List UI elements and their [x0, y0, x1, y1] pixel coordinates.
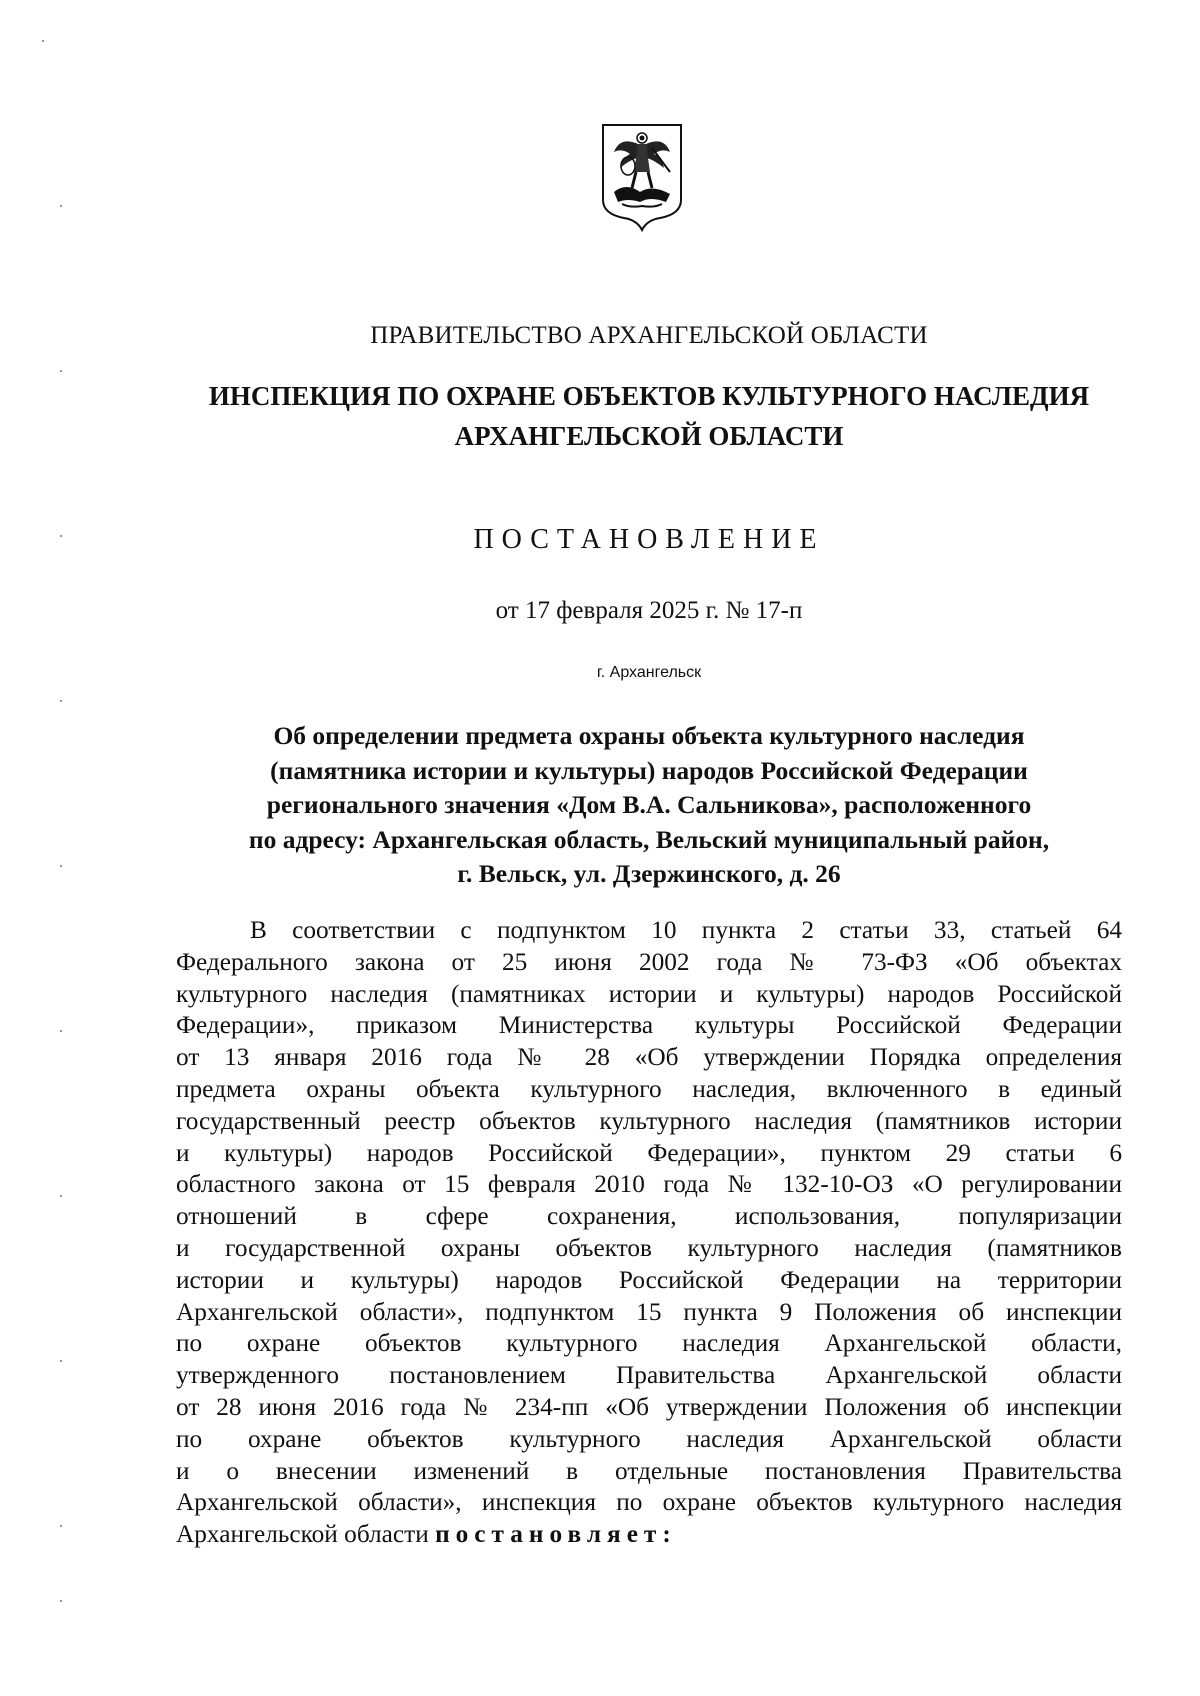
- document-body: [176, 915, 1122, 1551]
- body-line: культурного наследия (памятниках истории и культуры) народов Российской: [176, 979, 1122, 1008]
- subject-line: по адресу: Архангельская область, Вельский муниципальный район,: [248, 824, 1050, 854]
- body-line: истории и культуры) народов Российской Федерации на территории: [176, 1265, 1122, 1294]
- government-title: ПРАВИТЕЛЬСТВО АРХАНГЕЛЬСКОЙ ОБЛАСТИ: [370, 322, 928, 349]
- body-line: предмета охраны объекта культурного наследия, включенного в единый: [176, 1074, 1122, 1103]
- subject-line: г. Вельск, ул. Дзержинского, д. 26: [457, 859, 841, 888]
- body-line: от 28 июня 2016 года № 234-пп «Об утверждении Положения об инспекции: [176, 1392, 1122, 1421]
- document-type: ПОСТАНОВЛЕНИЕ: [473, 524, 825, 555]
- body-line: Архангельской области», инспекция по охране объектов культурного наследия: [176, 1488, 1122, 1517]
- body-line: и о внесении изменений в отдельные постановления Правительства: [176, 1456, 1122, 1485]
- body-line-final: [176, 1519, 1122, 1551]
- body-line: отношений в сфере сохранения, использования, популяризации: [176, 1202, 1122, 1231]
- subject-line: (памятника истории и культуры) народов Российской Федерации: [270, 755, 1028, 785]
- organization-title-line1: ИНСПЕКЦИЯ ПО ОХРАНЕ ОБЪЕКТОВ КУЛЬТУРНОГО НАСЛЕДИЯ: [208, 381, 1090, 411]
- body-line: по охране объектов культурного наследия Архангельской области: [176, 1424, 1122, 1453]
- body-final-prefix: Архангельской области: [176, 1520, 436, 1549]
- decision-keyword: постановляет:: [435, 1520, 677, 1549]
- coat-of-arms-icon: [600, 122, 684, 232]
- organization-title: [0, 376, 1200, 456]
- body-line: Архангельской области», подпунктом 15 пункта 9 Положения об инспекции: [176, 1297, 1122, 1326]
- subject-line: регионального значения «Дом В.А. Сальникова», расположенного: [266, 790, 1032, 819]
- document-date-number: от 17 февраля 2025 г. № 17-п: [495, 597, 803, 624]
- body-line: Федерального закона от 25 июня 2002 года № 73-ФЗ «Об объектах: [176, 947, 1122, 976]
- body-line: утвержденного постановлением Правительства Архангельской области: [176, 1361, 1122, 1390]
- organization-title-line2: АРХАНГЕЛЬСКОЙ ОБЛАСТИ: [454, 421, 844, 451]
- body-line: от 13 января 2016 года № 28 «Об утверждении Порядка определения: [176, 1043, 1122, 1072]
- body-line: по охране объектов культурного наследия Архангельской области,: [176, 1329, 1122, 1358]
- document-subject: [0, 719, 1200, 892]
- body-line: В соответствии с подпунктом 10 пункта 2 статьи 33, статьей 64: [250, 916, 1122, 944]
- document-city: г. Архангельск: [596, 664, 702, 681]
- body-line: областного закона от 15 февраля 2010 года № 132-10-ОЗ «О регулировании: [176, 1170, 1122, 1199]
- subject-line: Об определении предмета охраны объекта культурного наследия: [273, 721, 1025, 750]
- body-line: и культуры) народов Российской Федерации», пунктом 29 статьи 6: [176, 1138, 1122, 1167]
- body-line: Федерации», приказом Министерства культуры Российской Федерации: [176, 1011, 1122, 1040]
- body-line: государственный реестр объектов культурного наследия (памятников истории: [176, 1106, 1122, 1135]
- body-line: и государственной охраны объектов культурного наследия (памятников: [176, 1233, 1122, 1262]
